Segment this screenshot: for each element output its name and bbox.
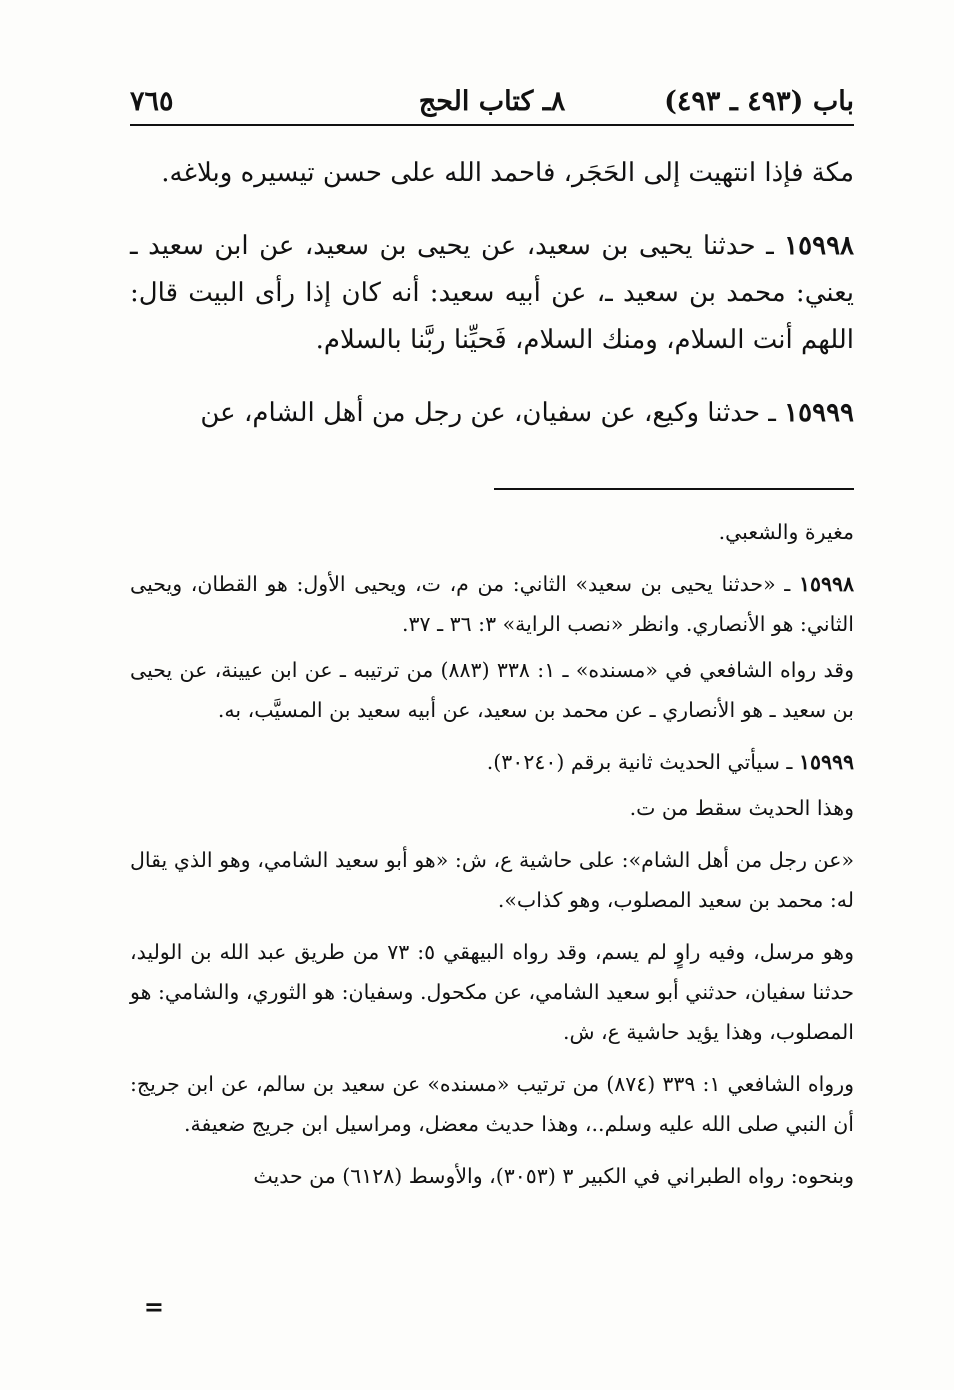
footnote-separator — [494, 488, 854, 490]
footnote: «عن رجل من أهل الشام»: على حاشية ع، ش: «هو أبو سعيد الشامي، وهو الذي يقال له: محمد بن سعيد المصلوب، وهو كذاب». — [130, 848, 855, 912]
hadith-15999: ١٥٩٩٩ ـ حدثنا وكيع، عن سفيان، عن رجل من أهل الشام، عن — [200, 398, 854, 428]
footnote: ورواه الشافعي ١: ٣٣٩ (٨٧٤) من ترتيب «مسنده» عن سعيد بن سالم، عن ابن جريج: أن النبي صلى الله عليه وسلم..، وهذا حديث معضل، ومراسيل ابن جريج ضعيفة. — [130, 1072, 855, 1136]
main-text — [130, 150, 854, 463]
footnote: وبنحوه: رواه الطبراني في الكبير ٣ (٣٠٥٣)، والأوسط (٦١٢٨) من حديث — [253, 1164, 854, 1188]
continuation-mark: = — [143, 1292, 164, 1321]
page-header — [130, 78, 854, 128]
footnotes — [130, 512, 854, 1208]
footnote: وقد رواه الشافعي في «مسنده» ـ ١: ٣٣٨ (٨٨٣) من ترتيبه ـ عن ابن عيينة، عن يحيى بن سعيد ـ هو الأنصاري ـ عن محمد بن سعيد، عن أبيه سعيد بن المسيَّب، به. — [130, 658, 854, 722]
page-number: ٧٦٥ — [130, 86, 174, 117]
footnote: مغيرة والشعبي. — [718, 520, 854, 544]
book-title: ٨ـ كتاب الحج — [418, 86, 566, 117]
header-rule — [130, 124, 854, 126]
main-paragraph: مكة فإذا انتهيت إلى الحَجَر، فاحمد الله على حسن تيسيره وبلاغه. — [161, 158, 854, 188]
hadith-number: ١٥٩٩٩ — [784, 398, 854, 428]
footnote: وهذا الحديث سقط من ت. — [629, 796, 854, 820]
footnote: وهو مرسل، وفيه راوٍ لم يسم، وقد رواه البيهقي ٥: ٧٣ من طريق عبد الله بن الوليد، حدثنا سفيان، حدثني أبو سعيد الشامي، عن مكحول. وسفيان: هو الثوري، والشامي: هو المصلوب، وهذا يؤيد حاشية ع، ش. — [130, 940, 854, 1044]
footnote-15998: ١٥٩٩٨ ـ «حدثنا يحيى بن سعيد» الثاني: من م، ت، ويحيى الأول: هو القطان، ويحيى الثاني: هو الأنصاري. وانظر «نصب الراية» ٣: ٣٦ ـ ٣٧. — [130, 572, 854, 636]
hadith-15998: ١٥٩٩٨ ـ حدثنا يحيى بن سعيد، عن يحيى بن سعيد، عن ابن سعيد ـ يعني: محمد بن سعيد ـ، عن أبيه سعيد: أنه كان إذا رأى البيت قال: اللهم أنت السلام، ومنك السلام، فَحيِّنا ربَّنا بالسلام. — [130, 231, 854, 355]
hadith-number: ١٥٩٩٨ — [784, 231, 854, 261]
chapter-heading: باب (٤٩٣ ـ ٤٩٣) — [664, 86, 854, 117]
footnote-15999: ١٥٩٩٩ ـ سيأتي الحديث ثانية برقم (٣٠٢٤٠). — [486, 750, 854, 774]
